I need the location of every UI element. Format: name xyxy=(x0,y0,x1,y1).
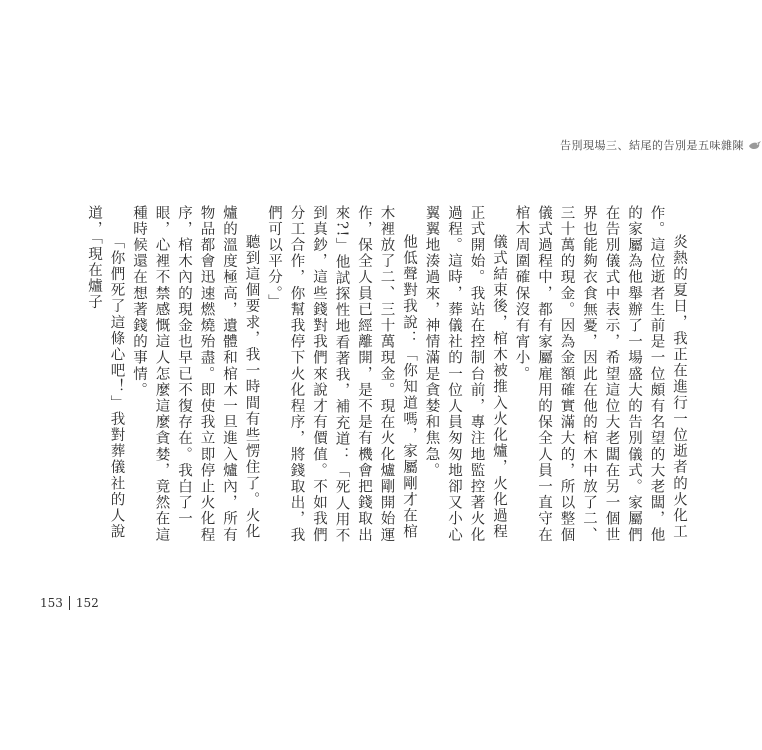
paragraph-4: 聽到這個要求，我一時間有些愣住了。火化爐的溫度極高，遺體和棺木一旦進入爐內，所有物品都會迅速燃燒殆盡。即使我立即停止火化程序，棺木內的現金也早已不復存在。我白了一眼，心裡不禁感慨這人怎麼這麼貪婪，竟然在這種時候還在想著錢的事情。 xyxy=(131,205,260,544)
page-numbers xyxy=(40,596,99,610)
running-header xyxy=(560,137,762,153)
vertical-body-text xyxy=(86,205,690,545)
paragraph-1: 炎熱的夏日，我正在進行一位逝者的火化工作。這位逝者生前是一位頗有名望的大老闆，他的家屬為他舉辦了一場盛大的告別儀式。家屬們在告別儀式中表示，希望這位大老闆在另一個世界也能夠衣食無憂，因此在他的棺木中放了二、三十萬的現金。因為金額確實滿大的，所以整個儀式過程中，都有家屬雇用的保全人員一直守在棺木周圍確保沒有宵小。 xyxy=(513,205,687,544)
page-number-divider xyxy=(69,596,70,610)
paragraph-2: 儀式結束後，棺木被推入火化爐，火化過程正式開始。我站在控制台前，專注地監控著火化過程。這時，葬儀社的一位人員匆匆地卻又小心翼翼地湊過來，神情滿是貪婪和焦急。 xyxy=(423,205,507,544)
page-number-right: 152 xyxy=(75,596,99,610)
bird-icon xyxy=(748,140,762,150)
paragraph-3: 他低聲對我說：「你知道嗎，家屬剛才在棺木裡放了二、三十萬現金。現在火化爐剛開始運作，保全人員已經離開，是不是有機會把錢取出來?!」他試探性地看著我，補充道：「死人用不到真鈔，這些錢對我們來說才有價值。不如我們分工合作，你幫我停下火化程序，將錢取出，我們可以平分。」 xyxy=(266,205,417,544)
paragraph-5: 「你們死了這條心吧！」我對葬儀社的人說道，「現在爐子 xyxy=(86,205,125,540)
page-number-left: 153 xyxy=(40,596,63,610)
running-title: 告別現場三、結尾的告別是五味雜陳 xyxy=(560,139,744,152)
